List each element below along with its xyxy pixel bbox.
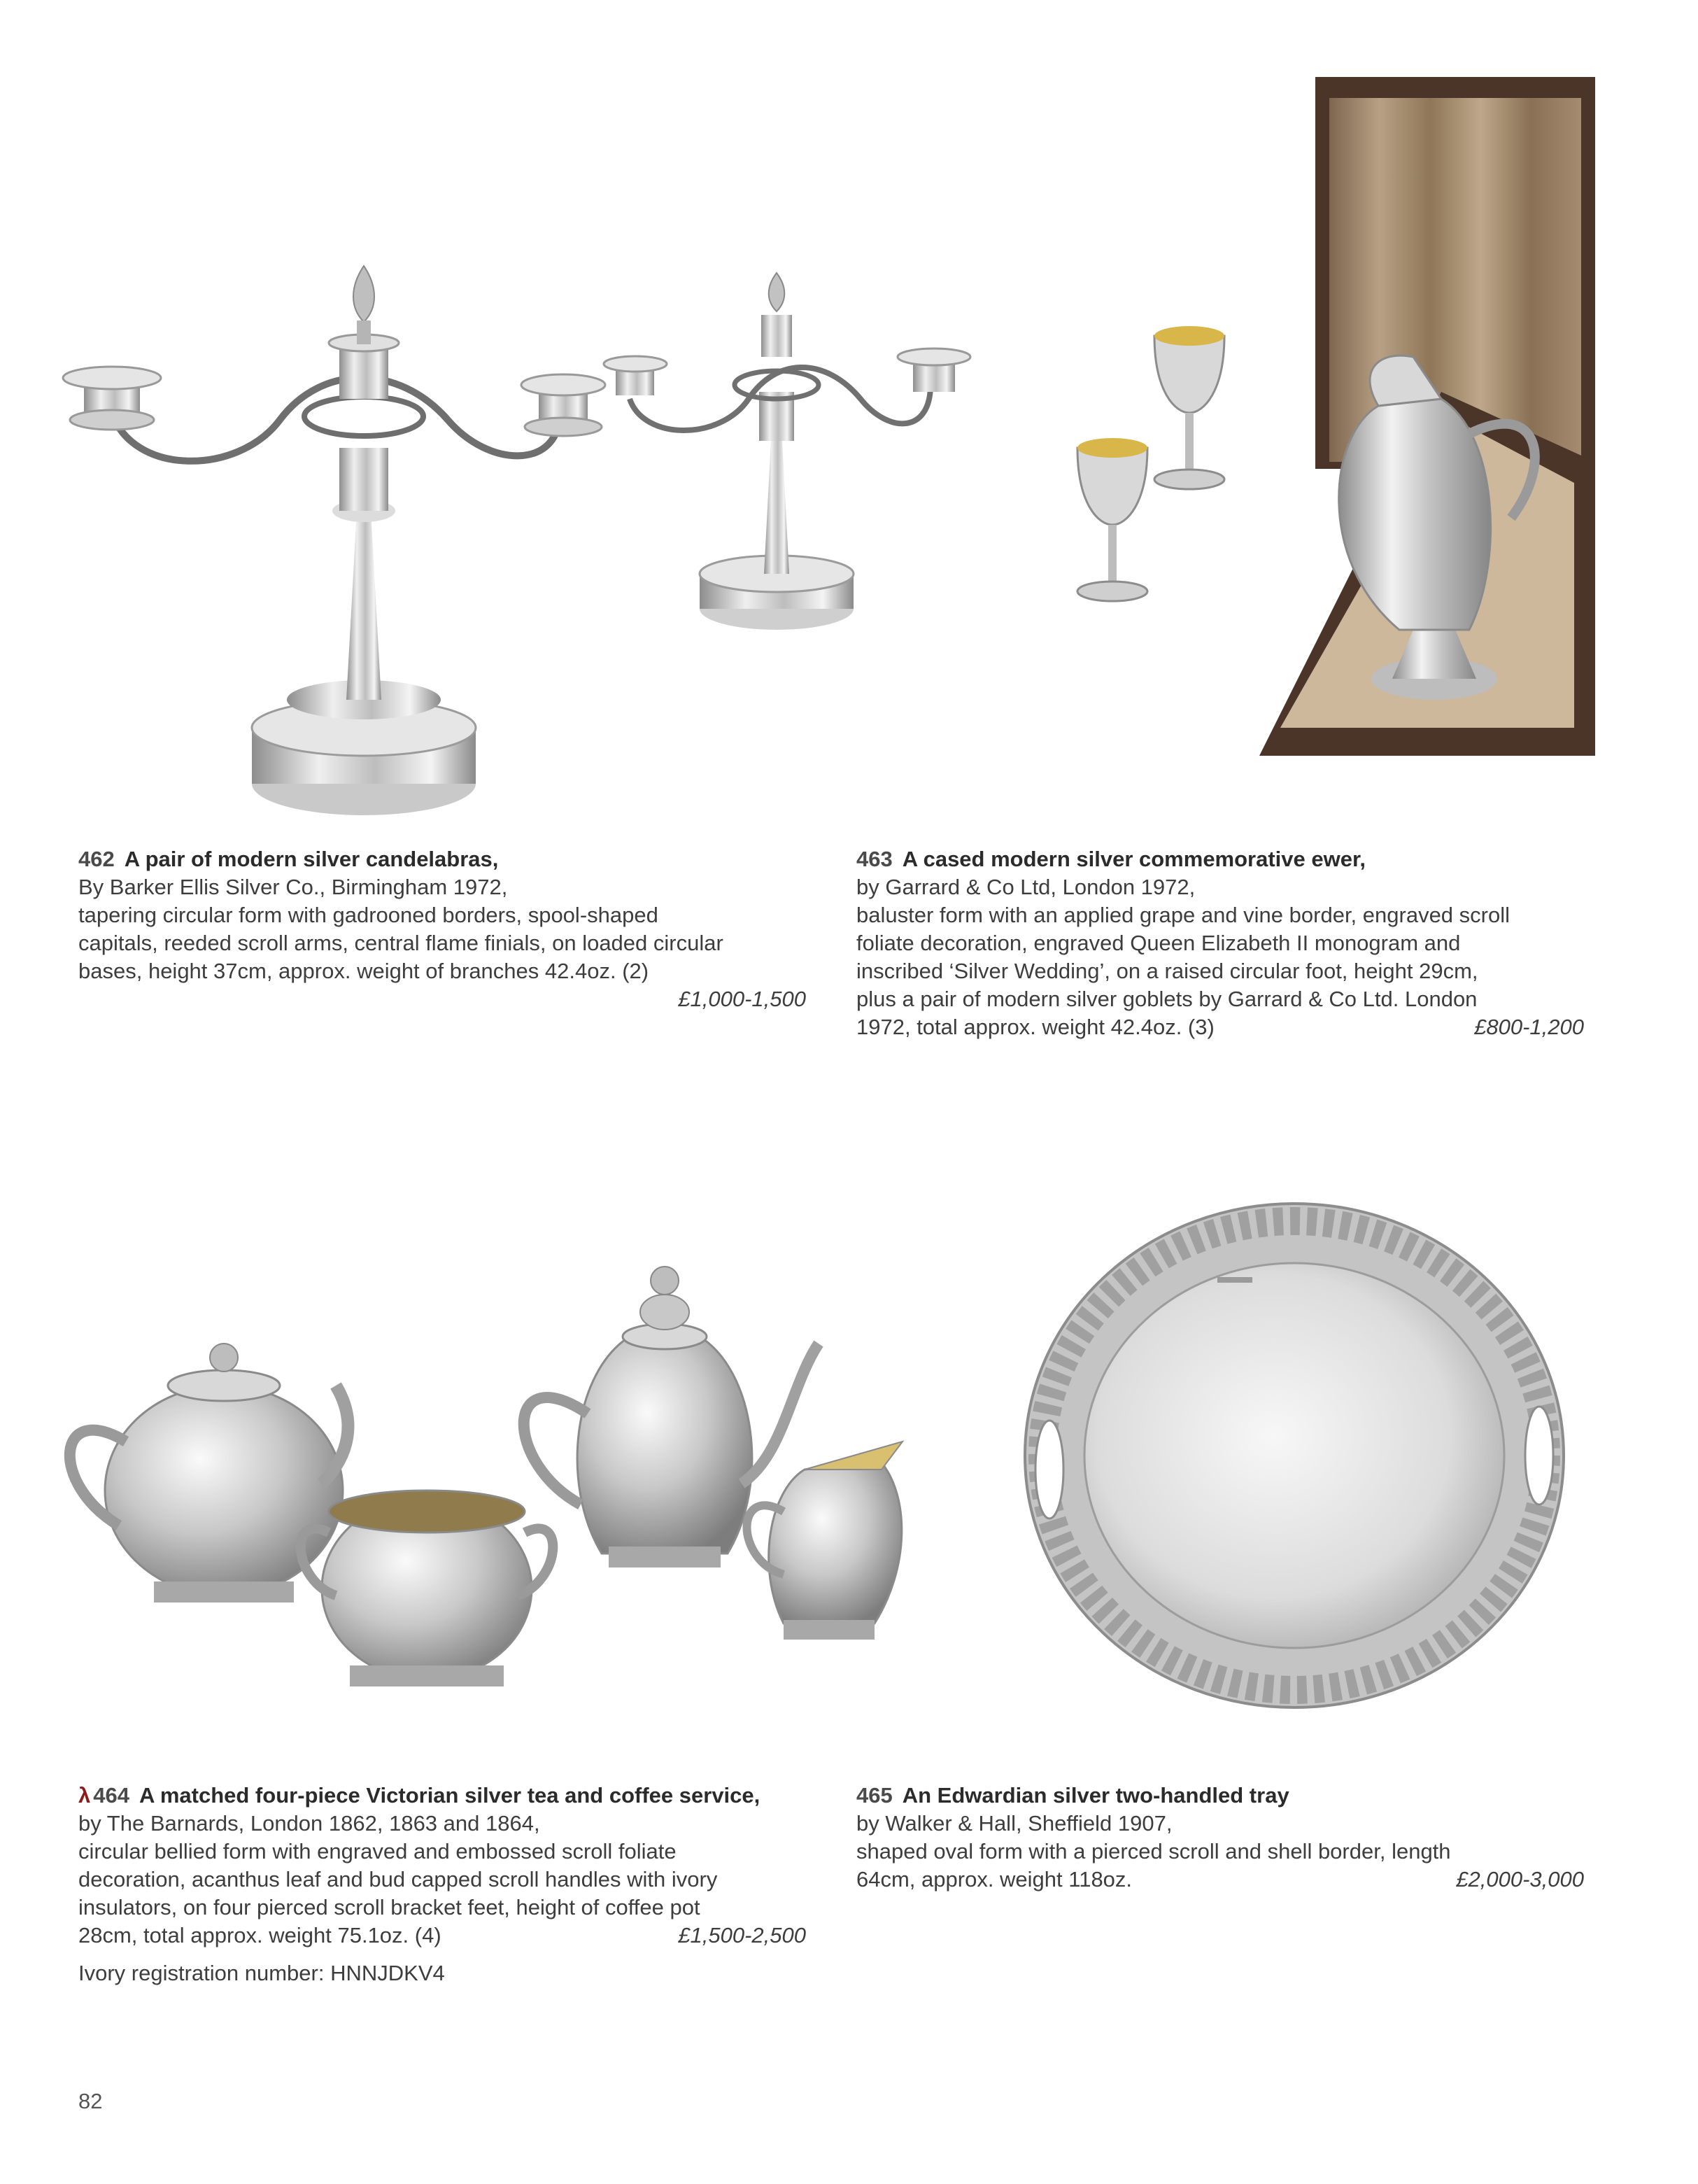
description-line: 1972, total approx. weight 42.4oz. (3) [856, 1015, 1215, 1039]
tea-service-photo [28, 1232, 979, 1721]
estimate: £1,000-1,500 [678, 987, 806, 1011]
description-line: shaped oval form with a pierced scroll and shell border, length [856, 1839, 1451, 1864]
estimate: £2,000-3,000 [1456, 1867, 1584, 1891]
lot-title: An Edwardian silver two-handled tray [902, 1783, 1289, 1808]
lot-464 [78, 1782, 806, 1987]
estimate-row [856, 1866, 1584, 1894]
description-line: plus a pair of modern silver goblets by Garrard & Co Ltd. London [856, 987, 1478, 1011]
description-line: decoration, acanthus leaf and bud capped scroll handles with ivory [78, 1867, 718, 1891]
lot-heading [78, 845, 806, 873]
right-candelabrum [604, 273, 970, 630]
page-number: 82 [78, 2089, 103, 2113]
lot-heading [856, 845, 1584, 873]
lot-number: 463 [856, 847, 893, 871]
lot-463 [856, 845, 1584, 1041]
lot-462 [78, 845, 806, 1013]
description-line: by Walker & Hall, Sheffield 1907, [856, 1811, 1173, 1836]
sugar-bowl [301, 1491, 553, 1686]
lot-title: A matched four-piece Victorian silver tea and coffee service, [139, 1783, 760, 1808]
lot-number: 465 [856, 1783, 893, 1808]
cased-ewer-photo [1049, 70, 1609, 826]
estimate: £800-1,200 [1474, 1015, 1584, 1039]
lot-465 [856, 1782, 1584, 1894]
description-line: circular bellied form with engraved and embossed scroll foliate [78, 1839, 677, 1864]
description-line: baluster form with an applied grape and vine border, engraved scroll [856, 903, 1510, 927]
description-line: insulators, on four pierced scroll bracket feet, height of coffee pot [78, 1895, 700, 1919]
description-line: By Barker Ellis Silver Co., Birmingham 1972, [78, 875, 508, 899]
description-line: by The Barnards, London 1862, 1863 and 1864, [78, 1811, 540, 1836]
lot-title: A pair of modern silver candelabras, [124, 847, 499, 871]
estimate-row [78, 1922, 806, 1950]
candelabra-photo [28, 245, 986, 826]
description-line: foliate decoration, engraved Queen Elizabeth II monogram and [856, 931, 1461, 955]
estimate-row [856, 1013, 1584, 1041]
description-line: 64cm, approx. weight 118oz. [856, 1867, 1133, 1891]
lot-heading [78, 1782, 806, 1810]
lot-number: 462 [78, 847, 115, 871]
tray [1025, 1204, 1564, 1707]
description-line: bases, height 37cm, approx. weight of branches 42.4oz. (2) [78, 959, 649, 983]
description-line: inscribed ‘Silver Wedding’, on a raised circular foot, height 29cm, [856, 959, 1478, 983]
lot-heading [856, 1782, 1584, 1810]
ivory-registration-note: Ivory registration number: HNNJDKV4 [78, 1961, 445, 1985]
ivory-lambda-symbol: λ [78, 1783, 91, 1808]
cream-jug [747, 1442, 903, 1640]
lot-number: 464 [93, 1783, 129, 1808]
lot-title: A cased modern silver commemorative ewer, [902, 847, 1366, 871]
goblet-right [1154, 326, 1224, 489]
estimate: £1,500-2,500 [678, 1923, 806, 1947]
goblet-left [1077, 438, 1147, 601]
left-candelabrum [63, 266, 605, 815]
tray-photo [1007, 1176, 1581, 1728]
description-line: by Garrard & Co Ltd, London 1972, [856, 875, 1196, 899]
description-line: capitals, reeded scroll arms, central flame finials, on loaded circular [78, 931, 723, 955]
description-line: tapering circular form with gadrooned borders, spool-shaped [78, 903, 658, 927]
description-line: 28cm, total approx. weight 75.1oz. (4) [78, 1923, 441, 1947]
